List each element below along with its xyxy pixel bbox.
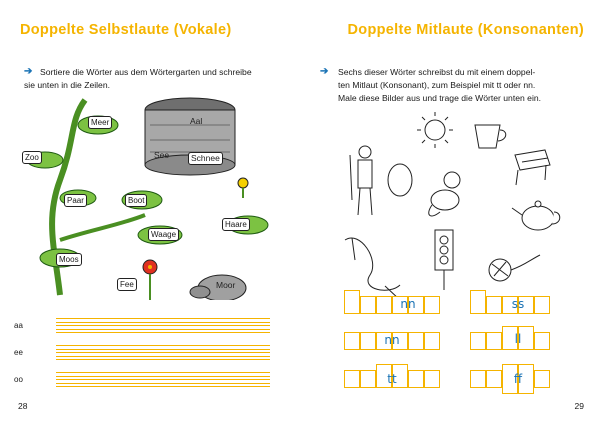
- word-zoo: Zoo: [22, 151, 42, 164]
- traffic-light-icon: [435, 230, 453, 290]
- letter-box[interactable]: [424, 370, 440, 388]
- sun-icon: [417, 112, 453, 148]
- instruction-line-2: ten Mitlaut (Konsonant), zum Beispiel mit tt oder nn.: [338, 80, 536, 90]
- letter-box[interactable]: [360, 332, 376, 350]
- answer-letters: ss: [511, 297, 525, 311]
- instruction-line-1: Sortiere die Wörter aus dem Wörtergarten und schreibe: [40, 67, 252, 77]
- writing-lines-oo[interactable]: [56, 372, 270, 390]
- letter-box[interactable]: [424, 332, 440, 350]
- word-aal: Aal: [190, 116, 203, 126]
- page-number: 29: [574, 401, 584, 411]
- letter-box[interactable]: [408, 370, 424, 388]
- letter-box[interactable]: [408, 332, 424, 350]
- answer-letters: tt: [387, 372, 397, 386]
- yarn-ball-icon: [489, 255, 540, 281]
- monkey-icon: [429, 172, 460, 216]
- letter-box[interactable]: [470, 332, 486, 350]
- letter-box[interactable]: [344, 370, 360, 388]
- teapot-icon: [512, 201, 560, 230]
- writing-lines-ee[interactable]: [56, 345, 270, 363]
- word-moos: Moos: [56, 253, 82, 266]
- arrow-right-icon: ➔: [320, 66, 329, 77]
- letter-box[interactable]: [424, 296, 440, 314]
- letter-box[interactable]: [486, 296, 502, 314]
- row-label-aa: aa: [14, 321, 23, 330]
- letter-box[interactable]: [470, 370, 486, 388]
- letter-box[interactable]: [360, 370, 376, 388]
- word-waage: Waage: [148, 228, 179, 241]
- cup-icon: [475, 125, 506, 148]
- bench-icon: [515, 150, 550, 185]
- row-label-oo: oo: [14, 375, 23, 384]
- word-moor: Moor: [216, 280, 236, 290]
- answer-letters: nn: [400, 297, 416, 311]
- writing-lines-aa[interactable]: [56, 318, 270, 336]
- letter-box[interactable]: [534, 332, 550, 350]
- letter-box[interactable]: [360, 296, 376, 314]
- instruction-line-3: Male diese Bilder aus und trage die Wörter unten ein.: [338, 93, 542, 103]
- arrow-right-icon: ➔: [24, 66, 33, 77]
- page-title: Doppelte Mitlaute (Konsonanten): [347, 22, 584, 38]
- letter-box[interactable]: [376, 296, 392, 314]
- page-title: Doppelte Selbstlaute (Vokale): [20, 22, 232, 38]
- word-see: See: [154, 150, 170, 160]
- row-label-ee: ee: [14, 348, 23, 357]
- letter-box[interactable]: [470, 290, 486, 314]
- word-schnee: Schnee: [188, 152, 223, 165]
- word-haare: Haare: [222, 218, 250, 231]
- instruction-line-1: Sechs dieser Wörter schreibst du mit einem doppel-: [338, 67, 536, 77]
- word-boot: Boot: [125, 194, 147, 207]
- letter-box[interactable]: [486, 370, 502, 388]
- coloring-pictures: [300, 100, 600, 300]
- page-number: 28: [18, 401, 28, 411]
- word-garden-illustration: [0, 0, 300, 300]
- letter-box[interactable]: [534, 296, 550, 314]
- word-paar: Paar: [64, 194, 87, 207]
- instruction-line-2: sie unten in die Zeilen.: [24, 80, 110, 90]
- right-page: [300, 0, 600, 424]
- word-meer: Meer: [88, 116, 112, 129]
- knight-icon: [350, 146, 412, 215]
- answer-letters: ll: [514, 332, 522, 346]
- letter-box[interactable]: [534, 370, 550, 388]
- word-fee: Fee: [117, 278, 137, 291]
- answer-letters: ff: [513, 372, 523, 386]
- letter-box[interactable]: [344, 332, 360, 350]
- letter-box[interactable]: [486, 332, 502, 350]
- answer-letters: nn: [384, 333, 400, 347]
- letter-box[interactable]: [344, 290, 360, 314]
